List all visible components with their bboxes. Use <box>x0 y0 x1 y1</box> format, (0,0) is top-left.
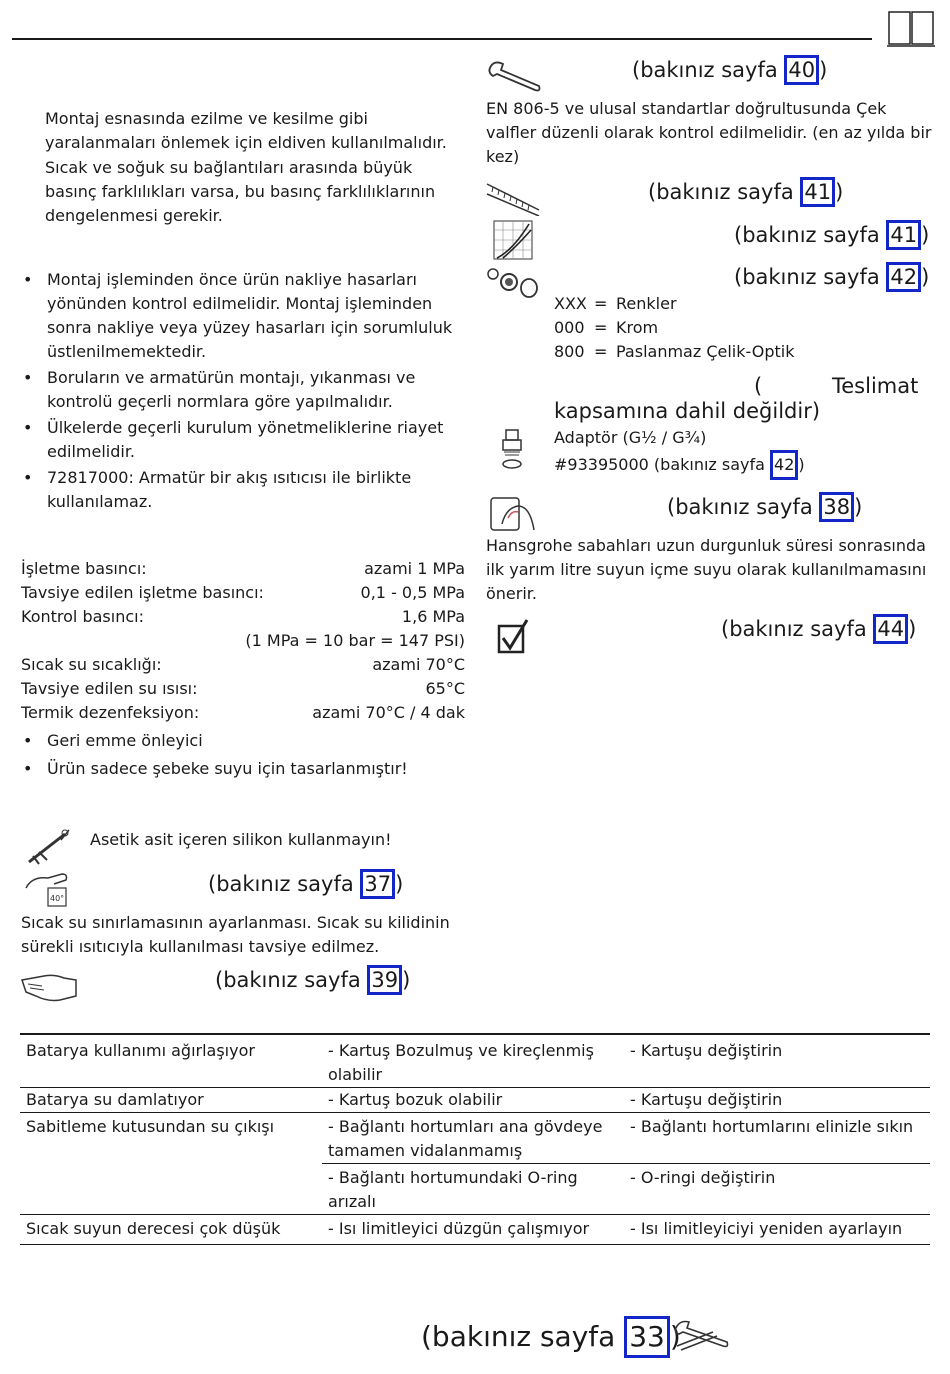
hand-press-icon <box>20 966 78 1006</box>
delivery-word: Teslimat <box>832 374 919 398</box>
page-ref-39: (bakınız sayfa 39 ) <box>215 965 410 995</box>
safety-text-2: Sıcak ve soğuk su bağlantıları arasında büyük basınç farklılıkları varsa, bu basınç farklılıklarının dengelenmesi gerekir. <box>45 158 436 225</box>
en-standard-note: EN 806-5 ve ulusal standartlar doğrultusunda Çek valfler düzenli olarak kontrol edilmelidir. (en az yılda bir kez) <box>486 99 932 166</box>
table-row <box>20 1088 930 1113</box>
problem-cell: Batarya kullanımı ağırlaşıyor <box>26 1041 255 1060</box>
wrench-icon <box>485 60 543 94</box>
cause-cell: - Isı limitleyici düzgün çalışmıyor <box>328 1219 590 1238</box>
hand-faucet-icon <box>488 494 538 534</box>
fix-cell: - Isı limitleyiciyi yeniden ayarlayın <box>630 1219 903 1238</box>
page-link-38[interactable]: 38 <box>819 492 854 522</box>
fix-cell: - Bağlantı hortumlarını elinizle sıkın <box>624 1113 930 1164</box>
delivery-open-paren: ( <box>754 374 763 398</box>
color-row: 000 = Krom <box>554 318 659 337</box>
problem-cell: Sıcak suyun derecesi çok düşük <box>26 1219 281 1238</box>
list-item: • Ülkelerde geçerli kurulum yönetmeliklerine riayet edilmelidir. <box>23 418 444 461</box>
specs-table <box>21 557 465 725</box>
safety-text-1: Montaj esnasında ezilme ve kesilme gibi yaralanmaları önlemek için eldiven kullanılmalıdır. <box>45 109 447 152</box>
page-link-42[interactable]: 42 <box>886 262 921 292</box>
spec-row: İşletme basıncı: azami 1 MPa <box>21 559 465 578</box>
hand-temperature-icon <box>22 870 72 910</box>
table-row <box>20 1164 930 1215</box>
open-book-icon <box>887 10 935 48</box>
list-item: • 72817000: Armatür bir akış ısıtıcısı ile birlikte kullanılamaz. <box>23 468 412 511</box>
page-ref-42: (bakınız sayfa 42 ) <box>734 262 929 292</box>
fix-cell: - Kartuşu değiştirin <box>630 1041 783 1060</box>
page-link-39[interactable]: 39 <box>367 965 402 995</box>
checkbox-checked-icon <box>497 618 531 654</box>
page-ref-41a: (bakınız sayfa 41 ) <box>648 177 843 207</box>
table-row <box>20 1034 930 1088</box>
page-ref-44: (bakınız sayfa 44 ) <box>721 614 916 644</box>
spec-notes-list <box>23 729 463 781</box>
header-rule <box>12 38 872 40</box>
page-link-41a[interactable]: 41 <box>800 177 835 207</box>
hot-limit-note: Sıcak su sınırlamasının ayarlanması. Sıcak su kilidinin sürekli ısıtıcıyla kullanılması tavsiye edilmez. <box>21 913 450 956</box>
list-item: • Geri emme önleyici <box>23 731 203 750</box>
page-ref-41b: (bakınız sayfa 41 ) <box>734 220 929 250</box>
cause-cell: - Bağlantı hortumundaki O-ring arızalı <box>328 1168 578 1211</box>
page-link-44[interactable]: 44 <box>873 614 908 644</box>
svg-text:40°: 40° <box>50 894 65 903</box>
page-link-33[interactable]: 33 <box>624 1316 670 1358</box>
fix-cell: - O-ringi değiştirin <box>630 1168 776 1187</box>
list-item: • Montaj işleminden önce ürün nakliye hasarları yönünden kontrol edilmelidir. Montaj işleminden sonra nakliye veya yüzey hasarları için sorumluluk üstlenilmemektedir. <box>23 270 453 361</box>
page-ref-37: (bakınız sayfa 37 ) <box>208 869 403 899</box>
page-link-41b[interactable]: 41 <box>886 220 921 250</box>
problem-cell: Batarya su damlatıyor <box>26 1090 204 1109</box>
silicone-note: Asetik asit içeren silikon kullanmayın! <box>90 830 392 849</box>
list-item: • Boruların ve armatürün montajı, yıkanması ve kontrolü geçerli normlara göre yapılmalıdır. <box>23 368 416 411</box>
footer-page-ref: (bakınız sayfa 33 ) <box>421 1316 681 1358</box>
page-ref-38: (bakınız sayfa 38 ) <box>667 492 862 522</box>
spec-row: Tavsiye edilen işletme basıncı: 0,1 - 0,5 MPa <box>21 583 465 602</box>
spec-row: Termik dezenfeksiyon: azami 70°C / 4 dak <box>21 703 465 722</box>
cause-cell: - Bağlantı hortumları ana gövdeye tamamen vidalanmamış <box>322 1113 624 1164</box>
page-link-42b[interactable]: 42 <box>770 450 798 480</box>
color-codes <box>554 292 794 364</box>
table-row <box>20 1113 930 1164</box>
color-row: 800 = Paslanmaz Çelik-Optik <box>554 342 795 361</box>
adapter-line: Adaptör (G½ / G¾) <box>554 428 707 447</box>
ruler-icon <box>485 178 541 216</box>
page-ref-40: (bakınız sayfa 40 ) <box>632 55 827 85</box>
page-link-37[interactable]: 37 <box>360 869 395 899</box>
page-link-40[interactable]: 40 <box>784 55 819 85</box>
color-row: XXX = Renkler <box>554 294 677 313</box>
adapter-code-line: #93395000 (bakınız sayfa 42 ) <box>554 450 805 480</box>
spec-row: Sıcak su sıcaklığı: azami 70°C <box>21 655 465 674</box>
spec-row: Tavsiye edilen su ısısı: 65°C <box>21 679 465 698</box>
hansgrohe-note: Hansgrohe sabahları uzun durgunluk süresi sonrasında ilk yarım litre suyun içme suyu olarak kullanılmamasını önerir. <box>486 536 927 603</box>
spec-row: (1 MPa = 10 bar = 147 PSI) <box>245 631 465 650</box>
delivery-rest: kapsamına dahil değildir) <box>554 399 821 423</box>
spec-row: Kontrol basıncı: 1,6 MPa <box>21 607 465 626</box>
troubleshooting-table <box>20 1033 930 1245</box>
cause-cell: - Kartuş Bozulmuş ve kireçlenmiş olabilir <box>328 1041 594 1084</box>
spare-parts-icon <box>485 264 543 300</box>
fix-cell: - Kartuşu değiştirin <box>630 1090 783 1109</box>
list-item: • Ürün sadece şebeke suyu için tasarlanmıştır! <box>23 759 408 778</box>
tools-icon <box>673 1320 731 1354</box>
problem-cell: Sabitleme kutusundan su çıkışı <box>26 1117 275 1136</box>
flow-graph-icon <box>493 220 533 260</box>
table-row <box>20 1215 930 1245</box>
install-notes-list <box>23 268 463 514</box>
adapter-icon <box>498 428 526 470</box>
silicone-gun-icon <box>25 826 71 866</box>
cause-cell: - Kartuş bozuk olabilir <box>328 1090 503 1109</box>
problem-cell <box>20 1164 322 1215</box>
